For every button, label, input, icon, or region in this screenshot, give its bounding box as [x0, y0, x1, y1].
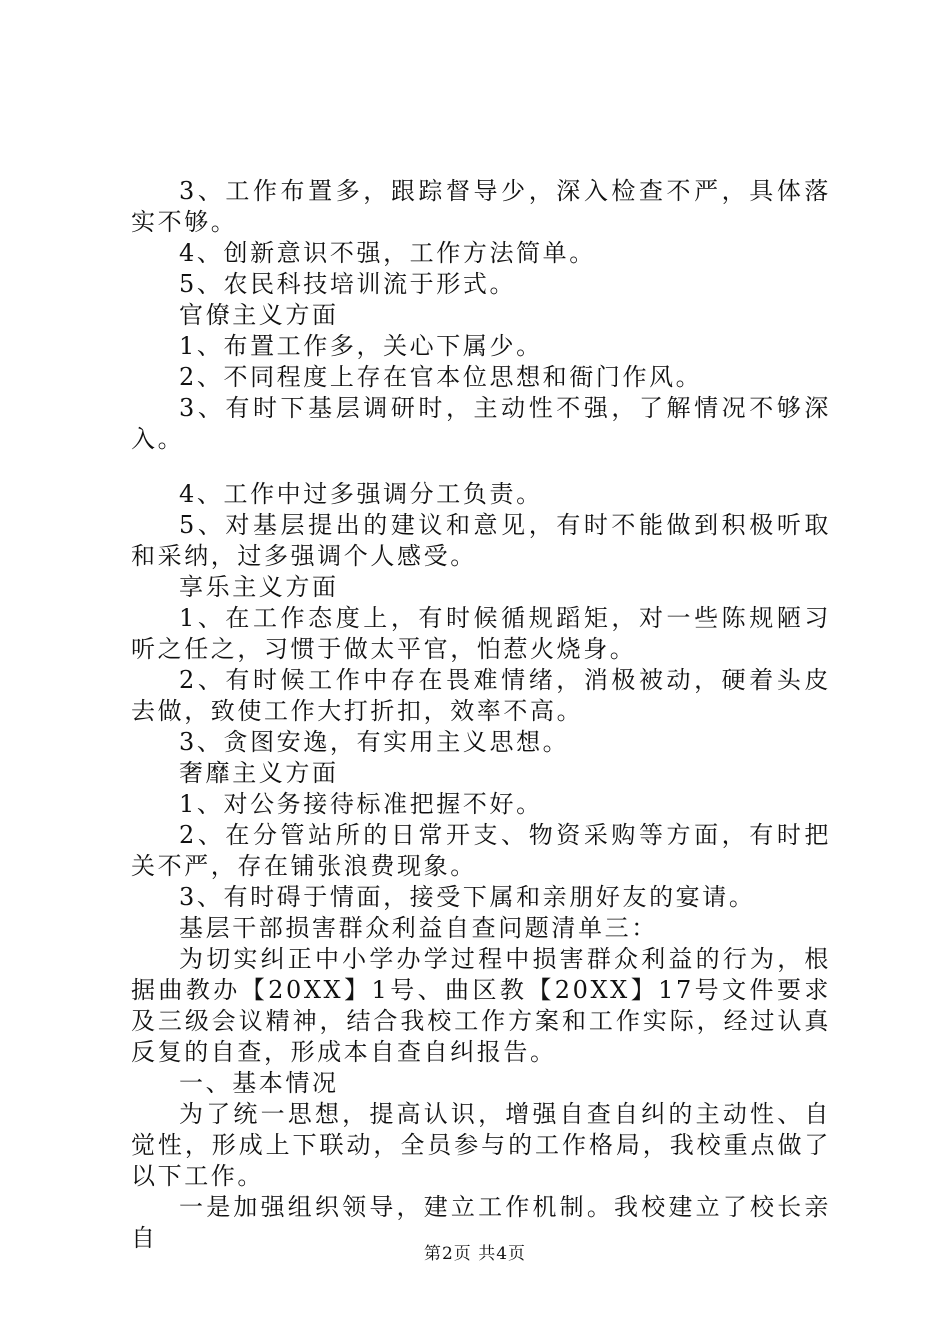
paragraph: 3、工作布置多，跟踪督导少，深入检查不严，具体落实不够。 — [131, 177, 831, 236]
paragraph: 3、贪图安逸，有实用主义思想。 — [179, 728, 570, 756]
paragraph: 2、不同程度上存在官本位思想和衙门作风。 — [179, 363, 703, 391]
paragraph: 1、布置工作多，关心下属少。 — [179, 332, 543, 360]
paragraph: 4、工作中过多强调分工负责。 — [179, 480, 543, 508]
paragraph: 3、有时下基层调研时，主动性不强，了解情况不够深入。 — [131, 394, 831, 453]
paragraph: 2、有时候工作中存在畏难情绪，消极被动，硬着头皮去做，致使工作大打折扣，效率不高。 — [131, 666, 831, 725]
paragraph: 1、对公务接待标准把握不好。 — [179, 790, 543, 818]
paragraph: 为了统一思想，提高认识，增强自查自纠的主动性、自觉性，形成上下联动，全员参与的工作格局，我校重点做了以下工作。 — [131, 1100, 831, 1190]
paragraph: 5、对基层提出的建议和意见，有时不能做到积极听取和采纳，过多强调个人感受。 — [131, 511, 831, 570]
paragraph: 5、农民科技培训流于形式。 — [179, 270, 517, 298]
section-heading: 基层干部损害群众利益自查问题清单三： — [179, 914, 658, 942]
paragraph: 一是加强组织领导，建立工作机制。我校建立了校长亲自 — [131, 1193, 831, 1252]
paragraph: 1、在工作态度上，有时候循规蹈矩，对一些陈规陋习听之任之，习惯于做太平官，怕惹火烧身。 — [131, 604, 831, 663]
section-heading: 奢靡主义方面 — [179, 759, 339, 787]
paragraph: 4、创新意识不强，工作方法简单。 — [179, 239, 596, 267]
paragraph: 2、在分管站所的日常开支、物资采购等方面，有时把关不严，存在铺张浪费现象。 — [131, 821, 831, 880]
paragraph: 为切实纠正中小学办学过程中损害群众利益的行为，根据曲教办【20XX】1号、曲区教【20XX】17号文件要求及三级会议精神，结合我校工作方案和工作实际，经过认真反复的自查，形成本自查自纠报告。 — [131, 945, 831, 1066]
section-heading: 享乐主义方面 — [179, 573, 339, 601]
section-heading: 官僚主义方面 — [179, 301, 339, 329]
section-heading: 一、基本情况 — [179, 1069, 339, 1097]
page-footer: 第2页 共4页 — [423, 1244, 527, 1264]
document-body — [131, 176, 831, 1254]
paragraph: 3、有时碍于情面，接受下属和亲朋好友的宴请。 — [179, 883, 756, 911]
